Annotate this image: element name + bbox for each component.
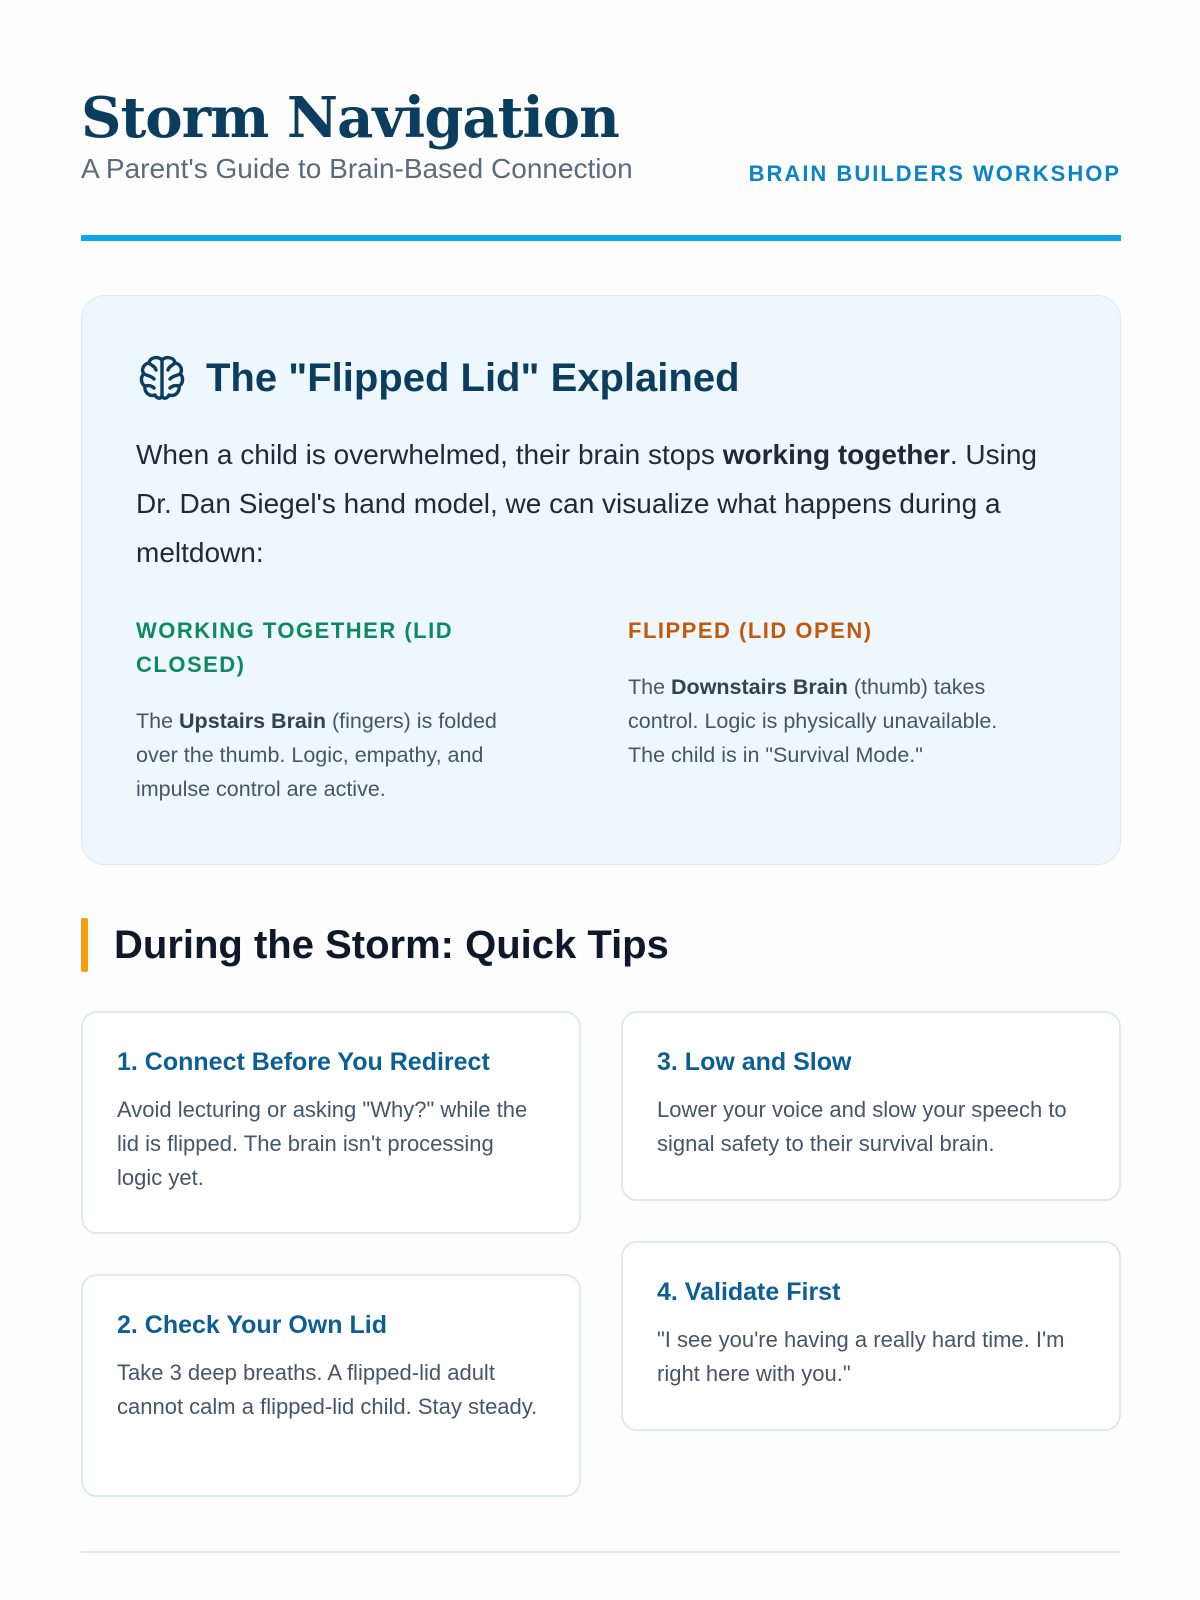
flipped-lid-heading — [136, 352, 740, 404]
tip-title: 1. Connect Before You Redirect — [117, 1048, 490, 1076]
tip-card — [81, 1011, 581, 1234]
lid-open-text-end: (thumb) takes control. Logic is physically unavailable. The child is in "Survival Mode." — [628, 675, 998, 767]
intro-text-start: When a child is overwhelmed, their brain stops — [136, 439, 723, 470]
tips-heading — [81, 918, 669, 972]
lid-closed-column — [136, 614, 536, 806]
lid-open-text-start: The — [628, 675, 672, 699]
page-header — [81, 85, 1121, 186]
footer-divider — [81, 1551, 1121, 1553]
header-divider — [81, 235, 1121, 241]
tip-text: "I see you're having a really hard time. I'm right here with you." — [657, 1327, 1065, 1386]
intro-text-end: . Using Dr. Dan Siegel's hand model, we can visualize what happens during a meltdown: — [136, 439, 1037, 568]
page-title: Storm Navigation — [81, 85, 619, 151]
lid-open-column — [628, 614, 1028, 772]
flipped-lid-intro — [136, 430, 1056, 577]
tip-card — [621, 1241, 1121, 1431]
upstairs-brain-term: Upstairs Brain — [179, 709, 326, 733]
flipped-lid-title: The "Flipped Lid" Explained — [206, 355, 740, 400]
tip-title: 3. Low and Slow — [657, 1048, 852, 1076]
tip-card — [621, 1011, 1121, 1201]
lid-open-text — [628, 670, 1028, 772]
flipped-lid-panel — [81, 295, 1121, 865]
tips-accent-bar — [81, 918, 88, 972]
lid-closed-text-end: (fingers) is folded over the thumb. Logic, empathy, and impulse control are active. — [136, 709, 497, 801]
tip-text: Take 3 deep breaths. A flipped-lid adult cannot calm a flipped-lid child. Stay steady. — [117, 1360, 538, 1419]
lid-closed-label: WORKING TOGETHER (LID CLOSED) — [136, 618, 454, 677]
tip-title: 2. Check Your Own Lid — [117, 1311, 387, 1339]
tip-title: 4. Validate First — [657, 1278, 841, 1306]
tip-text: Lower your voice and slow your speech to signal safety to their survival brain. — [657, 1097, 1067, 1156]
intro-text-emphasis: working together — [722, 439, 950, 470]
lid-open-label: FLIPPED (LID OPEN) — [628, 618, 873, 643]
tip-card — [81, 1274, 581, 1497]
tip-text: Avoid lecturing or asking "Why?" while the lid is flipped. The brain isn't processing logic yet. — [117, 1097, 528, 1190]
downstairs-brain-term: Downstairs Brain — [671, 675, 848, 699]
workshop-label: BRAIN BUILDERS WORKSHOP — [748, 161, 1121, 186]
lid-closed-text — [136, 704, 536, 806]
tips-title: During the Storm: Quick Tips — [114, 922, 669, 967]
page-subtitle: A Parent's Guide to Brain-Based Connection — [81, 153, 633, 184]
lid-closed-text-start: The — [136, 709, 180, 733]
brain-icon — [136, 352, 188, 404]
